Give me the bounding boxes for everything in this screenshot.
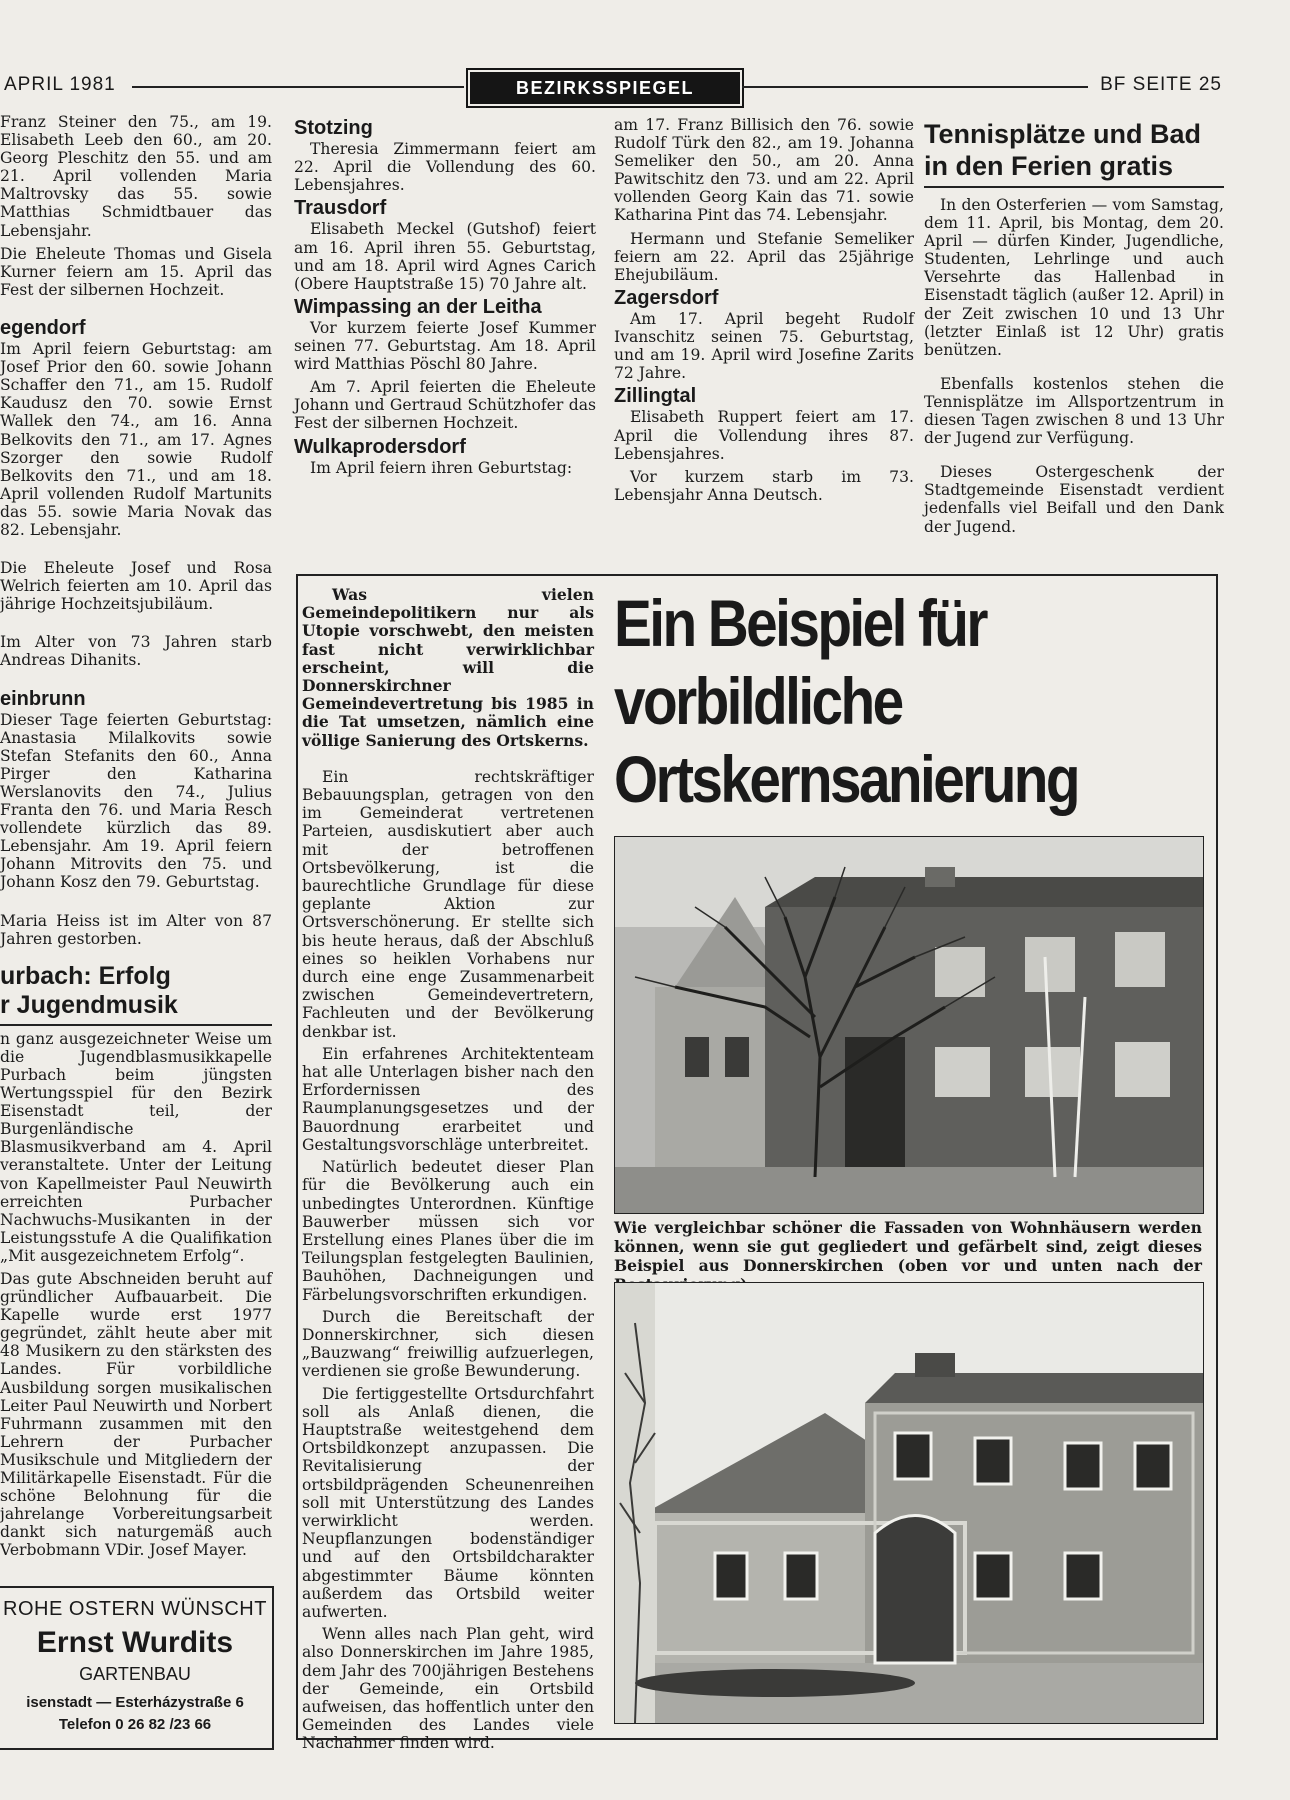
paragraph: Wenn alles nach Plan geht, wird also Donnerskirchen im Jahre 1985, dem Jahr des 700jährigen Bestehens der Gemeinde, ein Ortsbild aufweisen, das hoffentlich unter den Gemeinden des Landes viele Nachahmer finden wird. bbox=[302, 1625, 594, 1753]
paragraph: Franz Steiner den 75., am 19. Elisabeth Leeb den 60., am 20. Georg Pleschitz den 55. und am 21. April vollenden Maria Maltrovsky das 55. sowie Matthias Schmidtbauer das Lebensjahr. bbox=[0, 113, 272, 240]
paragraph: Elisabeth Meckel (Gutshof) feiert am 16. April ihren 55. Geburtstag, und am 18. April wird Agnes Carich (Obere Hauptstraße 15) 70 Jahre alt. bbox=[294, 220, 596, 293]
header-rule-left bbox=[132, 86, 464, 88]
header-rule-right bbox=[742, 86, 1088, 88]
lead-paragraph: Was vielen Gemeindepolitikern nur als Utopie vorschwebt, den meisten fast nicht verwirklichbar erscheint, will die Donnerskirchner Gemeindevertretung bis 1985 in die Tat umsetzen, nämlich eine völlige Sanierung des Ortskerns. bbox=[302, 585, 594, 750]
section-heading: Wimpassing an der Leitha bbox=[294, 295, 542, 318]
paragraph: Hermann und Stefanie Semeliker feiern am 22. April das 25jährige Ehejubiläum. bbox=[614, 229, 914, 284]
column-4 bbox=[924, 118, 1224, 541]
paragraph: Die Eheleute Thomas und Gisela Kurner feiern am 15. April das Fest der silbernen Hochzeit. bbox=[0, 244, 272, 299]
headline-rule bbox=[0, 1024, 272, 1026]
paragraph: Im Alter von 73 Jahren starb Andreas Dihanits. bbox=[0, 633, 272, 670]
paragraph: Vor kurzem feierte Josef Kummer seinen 77. Geburtstag. Am 18. April wird Matthias Pöschl 80 Jahre. bbox=[294, 318, 596, 374]
ad-address: isenstadt — Esterházystraße 6 bbox=[26, 1694, 244, 1711]
house-after-illustration bbox=[615, 1283, 1203, 1723]
ad-business-type: GARTENBAU bbox=[79, 1664, 191, 1684]
paragraph: Im April feiern Geburtstag: am Josef Prior den 60. sowie Johann Schaffer den 71., am 15. Rudolf Kaudusz den 70. sowie Ernst Wallek den 74., am 16. Anna Belkovits den 71., am 17. Agnes Szorger den sowie Rudolf Belkovits den 71., und am 18. April vollenden Rudolf Martunits das 55. sowie Maria Novak das 82. Lebensjahr. bbox=[0, 340, 272, 539]
house-after-photo bbox=[614, 1282, 1204, 1724]
paragraph: In den Osterferien — vom Samstag, dem 11. April, bis Montag, dem 20. April — dürfen Kinder, Jugendliche, Studenten, Lehrlinge und auch Versehrte das Hallenbad in Eisenstadt täglich (außer 12. April) in der Zeit zwischen 10 und 13 Uhr (letzter Einlaß ist 12 Uhr) gratis benützen. bbox=[924, 196, 1224, 359]
section-heading: Zagersdorf bbox=[614, 286, 719, 309]
paragraph: Natürlich bedeutet dieser Plan für die Bevölkerung auch ein unbedingtes Unterordnen. Künftige Bauwerber müssen sich vor Erstellung eines Planes über die im Teilungsplan festgelegten Baulinien, Bauhöhen, Dachneigungen und Färbelungsvorschriften erkundigen. bbox=[302, 1158, 594, 1304]
ad-company-name: Ernst Wurdits bbox=[36, 1626, 234, 1659]
paragraph: n ganz ausgezeichneter Weise um die Jugendblasmusikkapelle Purbach beim jüngsten Wertungsspiel für den Bezirk Eisenstadt teil, der Burgenländische Blasmusikverband am 4. April veranstaltete. Unter der Leitung von Kapellmeister Paul Neuwirth erreichten Purbacher Nachwuchs-Musikanten in der Leistungsstufe A die Qualifikation „Mit ausgezeichnetem Erfolg“. bbox=[0, 1029, 272, 1265]
paragraph: Die Eheleute Josef und Rosa Welrich feierten am 10. April das jährige Hochzeitsjubiläum. bbox=[0, 559, 272, 614]
paragraph: Dieses Ostergeschenk der Stadtgemeinde Eisenstadt verdient jedenfalls viel Beifall und den Dank der Jugend. bbox=[924, 463, 1224, 536]
paragraph: Am 7. April feierten die Eheleute Johann und Gertraud Schützhofer das Fest der silbernen Hochzeit. bbox=[294, 378, 596, 433]
header-date: APRIL 1981 bbox=[4, 74, 116, 95]
paragraph: Ebenfalls kostenlos stehen die Tennisplätze im Allsportzentrum in diesen Tagen zwischen 8 und 13 Uhr der Jugend zur Verfügung. bbox=[924, 374, 1224, 448]
header-page-number: BF SEITE 25 bbox=[1100, 74, 1222, 95]
section-heading: Zillingtal bbox=[614, 385, 697, 408]
paragraph: Vor kurzem starb im 73. Lebensjahr Anna Deutsch. bbox=[614, 467, 914, 504]
house-before-illustration bbox=[615, 837, 1203, 1213]
headline-rule bbox=[924, 186, 1224, 188]
house-before-photo bbox=[614, 836, 1204, 1214]
headline-line: vorbildliche bbox=[614, 664, 902, 738]
headline-line: r Jugendmusik bbox=[0, 990, 178, 1019]
article-headline bbox=[924, 118, 1224, 182]
section-heading: egendorf bbox=[0, 316, 86, 339]
ad-greeting: ROHE OSTERN WÜNSCHT bbox=[3, 1598, 267, 1620]
article-headline bbox=[0, 962, 272, 1020]
paragraph: Die fertiggestellte Ortsdurchfahrt soll als Anlaß dienen, die Hauptstraße weitestgehend dem Ortsbildkonzept anzupassen. Die Revitalisierung der ortsbildprägenden Scheunenreihen soll mit Unterstützung des Landes verwirklicht werden. Neupflanzungen bodenständiger und auf den Ortsbildcharakter abgestimmter Bäume könnten außerdem das Ortsbild weiter aufwerten. bbox=[302, 1384, 594, 1621]
paragraph: Ein erfahrenes Architektenteam hat alle Unterlagen bisher nach den Erfordernissen des Raumplanungsgesetzes und der Bauordnung erarbeitet und Gestaltungsvorschläge unterbreitet. bbox=[302, 1044, 594, 1154]
section-heading: einbrunn bbox=[0, 687, 86, 710]
section-heading: Stotzing bbox=[294, 117, 373, 139]
column-2 bbox=[294, 115, 596, 482]
column-3 bbox=[614, 116, 914, 509]
paragraph: Theresia Zimmermann feiert am 22. April die Vollendung des 60. Lebensjahres. bbox=[294, 140, 596, 195]
headline-line: Ortskernsanierung bbox=[614, 742, 1078, 816]
paragraph: Durch die Bereitschaft der Donnerskirchner, sich diesen „Bauzwang“ freiwillig aufzuerlegen, verdienen sie große Bewunderung. bbox=[302, 1307, 594, 1381]
paragraph: Elisabeth Ruppert feiert am 17. April die Vollendung ihres 87. Lebensjahres. bbox=[614, 408, 914, 463]
section-heading: Trausdorf bbox=[294, 197, 387, 220]
headline-line: in den Ferien gratis bbox=[924, 151, 1174, 181]
section-heading: Wulkaprodersdorf bbox=[294, 435, 466, 458]
headline-line: Tennisplätze und Bad bbox=[924, 119, 1202, 149]
headline-line: Ein Beispiel für bbox=[614, 586, 986, 660]
feature-headline bbox=[614, 584, 1121, 818]
paragraph: Im April feiern ihren Geburtstag: bbox=[310, 458, 573, 477]
advertisement-box bbox=[0, 1586, 274, 1750]
paragraph: Ein rechtskräftiger Bebauungsplan, getragen von den im Gemeinderat vertretenen Parteien, ausdiskutiert aber auch mit der betroffenen Ortsbevölkerung, ist die baurechtliche Grundlage für diese geplante Aktion zur Ortsverschönerung. Er stellte sich bis heute heraus, daß der Abschluß eines so heiklen Vorhabens nur durch eine enge Zusammenarbeit zwischen Gemeindevertretern, Fachleuten und der Bevölkerung denkbar ist. bbox=[302, 767, 594, 1041]
section-banner: BEZIRKSSPIEGEL bbox=[470, 72, 740, 104]
column-1 bbox=[0, 113, 272, 1564]
feature-story-text bbox=[302, 586, 594, 1757]
paragraph: Am 17. April begeht Rudolf Ivanschitz seinen 75. Geburtstag, und am 19. April wird Josefine Zarits 72 Jahre. bbox=[614, 309, 914, 383]
paragraph: Dieser Tage feierten Geburtstag: Anastasia Milalkovits sowie Stefan Stefanits den 60., Anna Pirger den Katharina Werslanovits den 74., Julius Franta den 76. und Maria Resch vollendete kürzlich das 89. Lebensjahr. Am 19. April feiern Johann Mitrovits den 75. und Johann Kosz den 79. Geburtstag. bbox=[0, 710, 272, 892]
paragraph: Maria Heiss ist im Alter von 87 Jahren gestorben. bbox=[0, 911, 272, 948]
paragraph: Das gute Abschneiden beruht auf gründlicher Aufbauarbeit. Die Kapelle wurde erst 1977 gegründet, zählt heute aber mit 48 Musikern zu den stärksten des Landes. Für vorbildliche Ausbildung sorgen musikalischen Leiter Paul Neuwirth und Norbert Fuhrmann zusammen mit den Lehrern der Purbacher Musikschule und Mitgliedern der Militärkapelle Eisenstadt. Für die schöne Belohnung für die jahrelange Vorbereitungsarbeit dankt sich naturgemäß auch Verbobmann VDir. Josef Mayer. bbox=[0, 1269, 272, 1560]
ad-phone: Telefon 0 26 82 /23 66 bbox=[58, 1716, 212, 1733]
paragraph: am 17. Franz Billisich den 76. sowie Rudolf Türk den 82., am 19. Johanna Semeliker den 50., am 20. Anna Pawitschitz den 73. und am 22. April vollenden Georg Kain das 71. sowie Katharina Pint das 74. Lebensjahr. bbox=[614, 116, 914, 225]
headline-line: urbach: Erfolg bbox=[0, 961, 171, 990]
photo-caption: Wie vergleichbar schöner die Fassaden von Wohnhäusern werden können, wenn sie gut gegliedert und gefärbelt sind, zeigt dieses Beispiel aus Donnerskirchen (oben vor und unten nach der bbox=[614, 1218, 1202, 1275]
